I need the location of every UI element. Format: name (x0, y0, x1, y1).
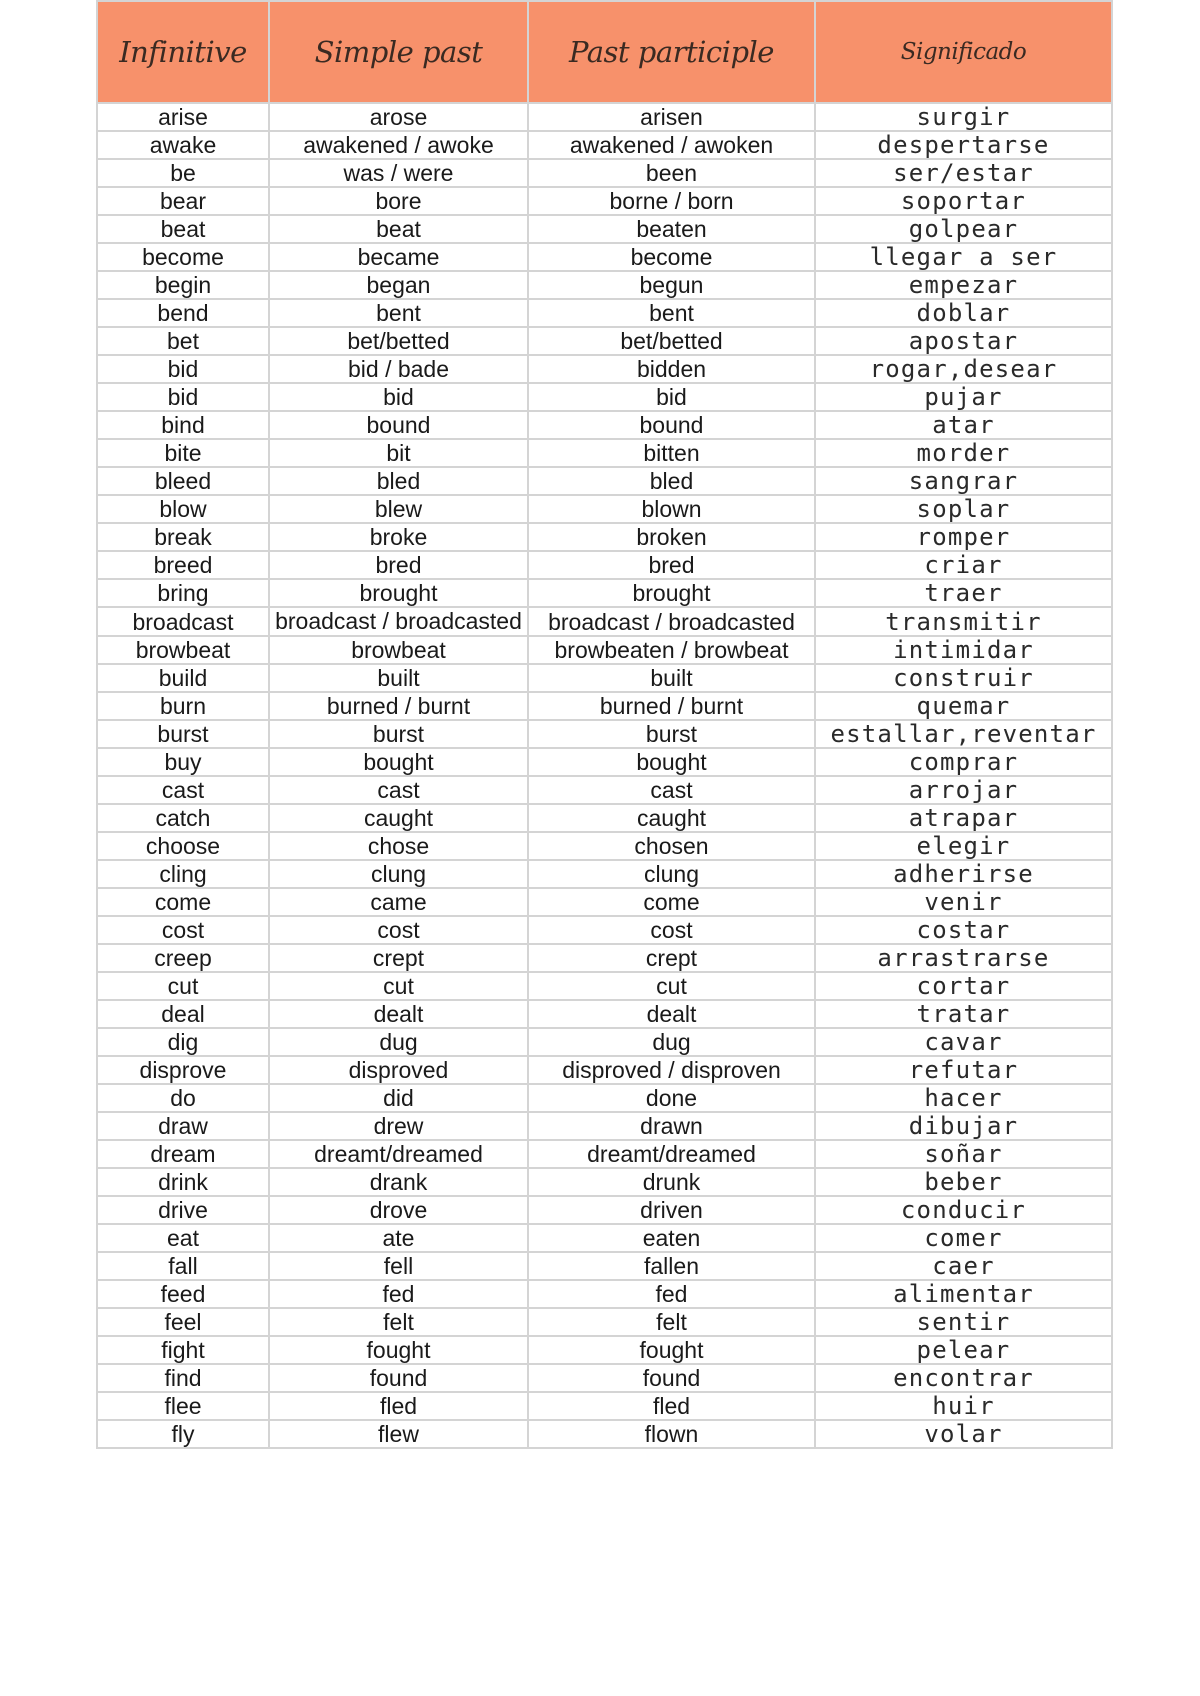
cell-infinitive: find (97, 1364, 269, 1392)
cell-significado: quemar (815, 692, 1112, 720)
cell-infinitive: build (97, 664, 269, 692)
cell-infinitive: bear (97, 187, 269, 215)
cell-significado: doblar (815, 299, 1112, 327)
cell-past-participle: crept (528, 944, 815, 972)
table-row (97, 1056, 1112, 1084)
table-row (97, 523, 1112, 551)
cell-past-participle: bitten (528, 439, 815, 467)
cell-significado: cortar (815, 972, 1112, 1000)
cell-infinitive: drive (97, 1196, 269, 1224)
cell-simple-past: flew (269, 1420, 528, 1448)
cell-past-participle: come (528, 888, 815, 916)
cell-significado: atrapar (815, 804, 1112, 832)
cell-significado: empezar (815, 271, 1112, 299)
table-row (97, 1140, 1112, 1168)
header-row (97, 1, 1112, 103)
cell-simple-past: beat (269, 215, 528, 243)
table-row (97, 972, 1112, 1000)
cell-simple-past: built (269, 664, 528, 692)
table-row (97, 832, 1112, 860)
cell-past-participle: fed (528, 1280, 815, 1308)
cell-infinitive: bring (97, 579, 269, 607)
cell-significado: tratar (815, 1000, 1112, 1028)
table-row (97, 860, 1112, 888)
table-row (97, 411, 1112, 439)
cell-significado: adherirse (815, 860, 1112, 888)
cell-infinitive: cut (97, 972, 269, 1000)
cell-significado: golpear (815, 215, 1112, 243)
cell-infinitive: bite (97, 439, 269, 467)
cell-significado: caer (815, 1252, 1112, 1280)
cell-past-participle: bound (528, 411, 815, 439)
cell-significado: encontrar (815, 1364, 1112, 1392)
table-header (97, 1, 1112, 103)
cell-simple-past: bled (269, 467, 528, 495)
header-simple-past: Simple past (269, 1, 528, 103)
cell-past-participle: brought (528, 579, 815, 607)
cell-significado: volar (815, 1420, 1112, 1448)
cell-simple-past: dug (269, 1028, 528, 1056)
cell-simple-past: broke (269, 523, 528, 551)
cell-significado: sentir (815, 1308, 1112, 1336)
cell-infinitive: be (97, 159, 269, 187)
cell-infinitive: cost (97, 916, 269, 944)
cell-past-participle: disproved / disproven (528, 1056, 815, 1084)
cell-simple-past: burst (269, 720, 528, 748)
cell-past-participle: done (528, 1084, 815, 1112)
cell-infinitive: broadcast (97, 607, 269, 636)
cell-infinitive: drink (97, 1168, 269, 1196)
cell-past-participle: been (528, 159, 815, 187)
cell-simple-past: bred (269, 551, 528, 579)
cell-past-participle: dug (528, 1028, 815, 1056)
table-body (97, 103, 1112, 1448)
cell-simple-past: dealt (269, 1000, 528, 1028)
cell-significado: arrojar (815, 776, 1112, 804)
cell-simple-past: blew (269, 495, 528, 523)
cell-past-participle: dealt (528, 1000, 815, 1028)
cell-simple-past: broadcast / broadcasted (269, 607, 528, 636)
cell-infinitive: flee (97, 1392, 269, 1420)
cell-significado: comer (815, 1224, 1112, 1252)
cell-past-participle: beaten (528, 215, 815, 243)
cell-significado: estallar,reventar (815, 720, 1112, 748)
cell-past-participle: cost (528, 916, 815, 944)
cell-past-participle: flown (528, 1420, 815, 1448)
cell-significado: construir (815, 664, 1112, 692)
cell-simple-past: fed (269, 1280, 528, 1308)
cell-simple-past: browbeat (269, 636, 528, 664)
cell-past-participle: found (528, 1364, 815, 1392)
table-row (97, 776, 1112, 804)
table-row (97, 1392, 1112, 1420)
table-row (97, 748, 1112, 776)
cell-simple-past: came (269, 888, 528, 916)
cell-significado: romper (815, 523, 1112, 551)
cell-simple-past: bore (269, 187, 528, 215)
cell-significado: ser/estar (815, 159, 1112, 187)
table-row (97, 159, 1112, 187)
cell-infinitive: buy (97, 748, 269, 776)
cell-infinitive: become (97, 243, 269, 271)
cell-significado: despertarse (815, 131, 1112, 159)
cell-infinitive: fall (97, 1252, 269, 1280)
cell-significado: atar (815, 411, 1112, 439)
cell-infinitive: dig (97, 1028, 269, 1056)
table-row (97, 1420, 1112, 1448)
cell-past-participle: blown (528, 495, 815, 523)
cell-past-participle: clung (528, 860, 815, 888)
cell-infinitive: burn (97, 692, 269, 720)
cell-significado: beber (815, 1168, 1112, 1196)
cell-past-participle: burst (528, 720, 815, 748)
table-row (97, 355, 1112, 383)
cell-simple-past: drew (269, 1112, 528, 1140)
cell-simple-past: fled (269, 1392, 528, 1420)
cell-infinitive: arise (97, 103, 269, 131)
cell-significado: pelear (815, 1336, 1112, 1364)
cell-simple-past: bet/betted (269, 327, 528, 355)
cell-past-participle: caught (528, 804, 815, 832)
table-row (97, 1000, 1112, 1028)
cell-past-participle: broken (528, 523, 815, 551)
cell-past-participle: bent (528, 299, 815, 327)
cell-significado: cavar (815, 1028, 1112, 1056)
cell-simple-past: bit (269, 439, 528, 467)
cell-significado: alimentar (815, 1280, 1112, 1308)
cell-past-participle: fallen (528, 1252, 815, 1280)
table-row (97, 916, 1112, 944)
cell-infinitive: begin (97, 271, 269, 299)
cell-simple-past: burned / burnt (269, 692, 528, 720)
cell-significado: traer (815, 579, 1112, 607)
cell-infinitive: browbeat (97, 636, 269, 664)
cell-simple-past: was / were (269, 159, 528, 187)
cell-past-participle: cast (528, 776, 815, 804)
cell-infinitive: bind (97, 411, 269, 439)
table-row (97, 692, 1112, 720)
cell-past-participle: bled (528, 467, 815, 495)
cell-infinitive: bet (97, 327, 269, 355)
table-row (97, 664, 1112, 692)
cell-infinitive: fly (97, 1420, 269, 1448)
table-row (97, 579, 1112, 607)
table-row (97, 1280, 1112, 1308)
table-row (97, 1168, 1112, 1196)
cell-past-participle: chosen (528, 832, 815, 860)
cell-past-participle: eaten (528, 1224, 815, 1252)
table-row (97, 243, 1112, 271)
cell-simple-past: disproved (269, 1056, 528, 1084)
cell-infinitive: catch (97, 804, 269, 832)
table-row (97, 1336, 1112, 1364)
cell-infinitive: eat (97, 1224, 269, 1252)
cell-infinitive: break (97, 523, 269, 551)
table-row (97, 1112, 1112, 1140)
header-infinitive: Infinitive (97, 1, 269, 103)
cell-infinitive: burst (97, 720, 269, 748)
cell-simple-past: bid / bade (269, 355, 528, 383)
cell-past-participle: cut (528, 972, 815, 1000)
cell-significado: criar (815, 551, 1112, 579)
table-row (97, 103, 1112, 131)
cell-simple-past: became (269, 243, 528, 271)
cell-significado: hacer (815, 1084, 1112, 1112)
cell-past-participle: fought (528, 1336, 815, 1364)
cell-past-participle: browbeaten / browbeat (528, 636, 815, 664)
cell-infinitive: bid (97, 355, 269, 383)
table-row (97, 1028, 1112, 1056)
table-row (97, 607, 1112, 636)
table-row (97, 804, 1112, 832)
table-row (97, 1196, 1112, 1224)
table-row (97, 271, 1112, 299)
cell-simple-past: clung (269, 860, 528, 888)
cell-infinitive: cling (97, 860, 269, 888)
table-row (97, 1308, 1112, 1336)
cell-significado: transmitir (815, 607, 1112, 636)
cell-simple-past: dreamt/dreamed (269, 1140, 528, 1168)
cell-significado: soportar (815, 187, 1112, 215)
cell-significado: pujar (815, 383, 1112, 411)
cell-simple-past: bound (269, 411, 528, 439)
table-row (97, 944, 1112, 972)
cell-simple-past: fell (269, 1252, 528, 1280)
cell-significado: conducir (815, 1196, 1112, 1224)
table-row (97, 1252, 1112, 1280)
cell-simple-past: cast (269, 776, 528, 804)
cell-infinitive: creep (97, 944, 269, 972)
cell-infinitive: bend (97, 299, 269, 327)
cell-significado: elegir (815, 832, 1112, 860)
cell-past-participle: bought (528, 748, 815, 776)
cell-simple-past: chose (269, 832, 528, 860)
table-row (97, 495, 1112, 523)
table-row (97, 467, 1112, 495)
cell-significado: surgir (815, 103, 1112, 131)
cell-past-participle: felt (528, 1308, 815, 1336)
table-row (97, 720, 1112, 748)
cell-simple-past: bent (269, 299, 528, 327)
cell-infinitive: feed (97, 1280, 269, 1308)
cell-infinitive: bleed (97, 467, 269, 495)
header-significado: Significado (815, 1, 1112, 103)
cell-simple-past: fought (269, 1336, 528, 1364)
table-row (97, 187, 1112, 215)
cell-significado: morder (815, 439, 1112, 467)
cell-past-participle: begun (528, 271, 815, 299)
cell-infinitive: blow (97, 495, 269, 523)
cell-infinitive: deal (97, 1000, 269, 1028)
cell-simple-past: bid (269, 383, 528, 411)
cell-infinitive: choose (97, 832, 269, 860)
table-row (97, 888, 1112, 916)
table-row (97, 1224, 1112, 1252)
table-row (97, 551, 1112, 579)
cell-infinitive: disprove (97, 1056, 269, 1084)
cell-simple-past: cost (269, 916, 528, 944)
table-row (97, 327, 1112, 355)
cell-significado: costar (815, 916, 1112, 944)
cell-significado: arrastrarse (815, 944, 1112, 972)
cell-infinitive: breed (97, 551, 269, 579)
cell-infinitive: cast (97, 776, 269, 804)
cell-infinitive: come (97, 888, 269, 916)
cell-significado: venir (815, 888, 1112, 916)
cell-past-participle: become (528, 243, 815, 271)
cell-simple-past: brought (269, 579, 528, 607)
cell-past-participle: built (528, 664, 815, 692)
table-row (97, 131, 1112, 159)
cell-infinitive: do (97, 1084, 269, 1112)
cell-significado: dibujar (815, 1112, 1112, 1140)
cell-significado: huir (815, 1392, 1112, 1420)
cell-significado: rogar,desear (815, 355, 1112, 383)
cell-infinitive: draw (97, 1112, 269, 1140)
table-row (97, 636, 1112, 664)
cell-infinitive: beat (97, 215, 269, 243)
cell-simple-past: drove (269, 1196, 528, 1224)
cell-infinitive: bid (97, 383, 269, 411)
cell-simple-past: caught (269, 804, 528, 832)
cell-simple-past: drank (269, 1168, 528, 1196)
table-row (97, 215, 1112, 243)
cell-simple-past: did (269, 1084, 528, 1112)
cell-past-participle: drunk (528, 1168, 815, 1196)
cell-simple-past: crept (269, 944, 528, 972)
cell-past-participle: bet/betted (528, 327, 815, 355)
cell-infinitive: dream (97, 1140, 269, 1168)
cell-significado: refutar (815, 1056, 1112, 1084)
table-row (97, 1364, 1112, 1392)
table-row (97, 299, 1112, 327)
cell-simple-past: cut (269, 972, 528, 1000)
cell-infinitive: fight (97, 1336, 269, 1364)
cell-significado: soplar (815, 495, 1112, 523)
cell-past-participle: bid (528, 383, 815, 411)
cell-past-participle: bidden (528, 355, 815, 383)
cell-simple-past: began (269, 271, 528, 299)
cell-significado: llegar a ser (815, 243, 1112, 271)
cell-past-participle: burned / burnt (528, 692, 815, 720)
table-row (97, 439, 1112, 467)
cell-past-participle: bred (528, 551, 815, 579)
table-row (97, 383, 1112, 411)
cell-past-participle: awakened / awoken (528, 131, 815, 159)
cell-past-participle: driven (528, 1196, 815, 1224)
cell-simple-past: bought (269, 748, 528, 776)
cell-past-participle: borne / born (528, 187, 815, 215)
cell-simple-past: arose (269, 103, 528, 131)
cell-simple-past: felt (269, 1308, 528, 1336)
cell-significado: comprar (815, 748, 1112, 776)
cell-significado: intimidar (815, 636, 1112, 664)
cell-past-participle: dreamt/dreamed (528, 1140, 815, 1168)
cell-simple-past: awakened / awoke (269, 131, 528, 159)
cell-simple-past: ate (269, 1224, 528, 1252)
cell-past-participle: broadcast / broadcasted (528, 607, 815, 636)
header-past-participle: Past participle (528, 1, 815, 103)
cell-infinitive: awake (97, 131, 269, 159)
cell-past-participle: fled (528, 1392, 815, 1420)
irregular-verbs-table (96, 0, 1113, 1449)
cell-significado: soñar (815, 1140, 1112, 1168)
cell-significado: apostar (815, 327, 1112, 355)
cell-past-participle: drawn (528, 1112, 815, 1140)
table-row (97, 1084, 1112, 1112)
cell-simple-past: found (269, 1364, 528, 1392)
cell-infinitive: feel (97, 1308, 269, 1336)
cell-past-participle: arisen (528, 103, 815, 131)
cell-significado: sangrar (815, 467, 1112, 495)
